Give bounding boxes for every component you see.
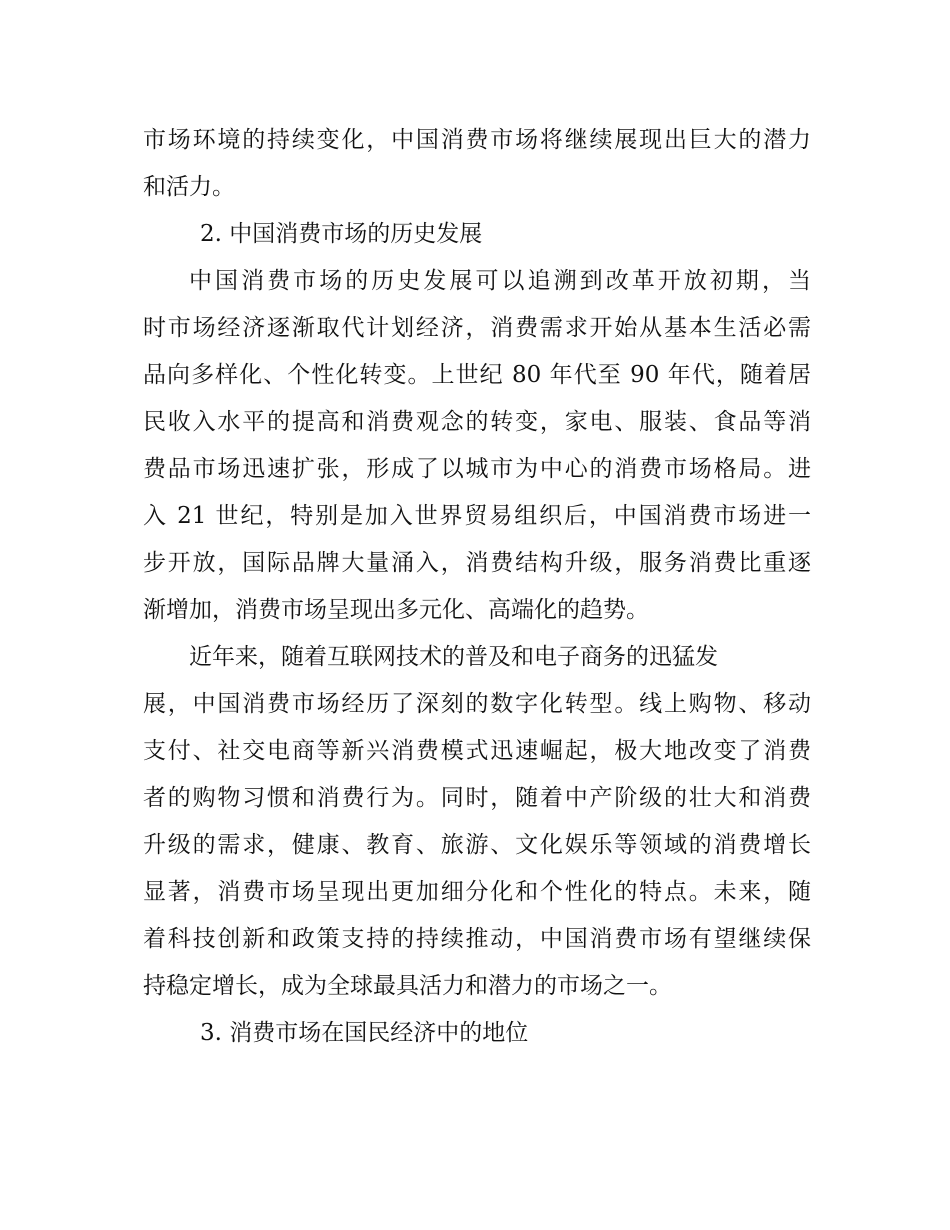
paragraph-line: 支付、社交电商等新兴消费模式迅速崛起，极大地改变了消费 — [143, 738, 811, 764]
paragraph-line: 显著，消费市场呈现出更加细分化和个性化的特点。未来，随 — [143, 879, 811, 905]
paragraph-line: 展，中国消费市场经历了深刻的数字化转型。线上购物、移动 — [143, 691, 811, 717]
paragraph-line: 步开放，国际品牌大量涌入，消费结构升级，服务消费比重逐 — [143, 550, 811, 576]
paragraph-line: 民收入水平的提高和消费观念的转变，家电、服装、食品等消 — [143, 409, 811, 435]
paragraph-line: 和活力。 — [143, 174, 235, 200]
paragraph-line: 近年来，随着互联网技术的普及和电子商务的迅猛发 — [189, 644, 718, 670]
paragraph-line: 中国消费市场的历史发展可以追溯到改革开放初期，当 — [189, 268, 811, 294]
section-heading: 2. 中国消费市场的历史发展 — [200, 221, 483, 247]
paragraph-line: 着科技创新和政策支持的持续推动，中国消费市场有望继续保 — [143, 926, 811, 952]
paragraph-line: 市场环境的持续变化，中国消费市场将继续展现出巨大的潜力 — [143, 127, 811, 153]
paragraph-line: 入 21 世纪，特别是加入世界贸易组织后，中国消费市场进一 — [143, 503, 811, 529]
paragraph-line: 渐增加，消费市场呈现出多元化、高端化的趋势。 — [143, 597, 649, 623]
paragraph-line: 者的购物习惯和消费行为。同时，随着中产阶级的壮大和消费 — [143, 785, 811, 811]
paragraph-line: 时市场经济逐渐取代计划经济，消费需求开始从基本生活必需 — [143, 315, 811, 341]
section-heading: 3. 消费市场在国民经济中的地位 — [200, 1020, 529, 1046]
document-body — [143, 117, 811, 1057]
paragraph-line: 费品市场迅速扩张，形成了以城市为中心的消费市场格局。进 — [143, 456, 811, 482]
paragraph-line: 品向多样化、个性化转变。上世纪 80 年代至 90 年代，随着居 — [143, 362, 811, 388]
paragraph-line: 升级的需求，健康、教育、旅游、文化娱乐等领域的消费增长 — [143, 832, 811, 858]
paragraph-line: 持稳定增长，成为全球最具活力和潜力的市场之一。 — [143, 973, 672, 999]
